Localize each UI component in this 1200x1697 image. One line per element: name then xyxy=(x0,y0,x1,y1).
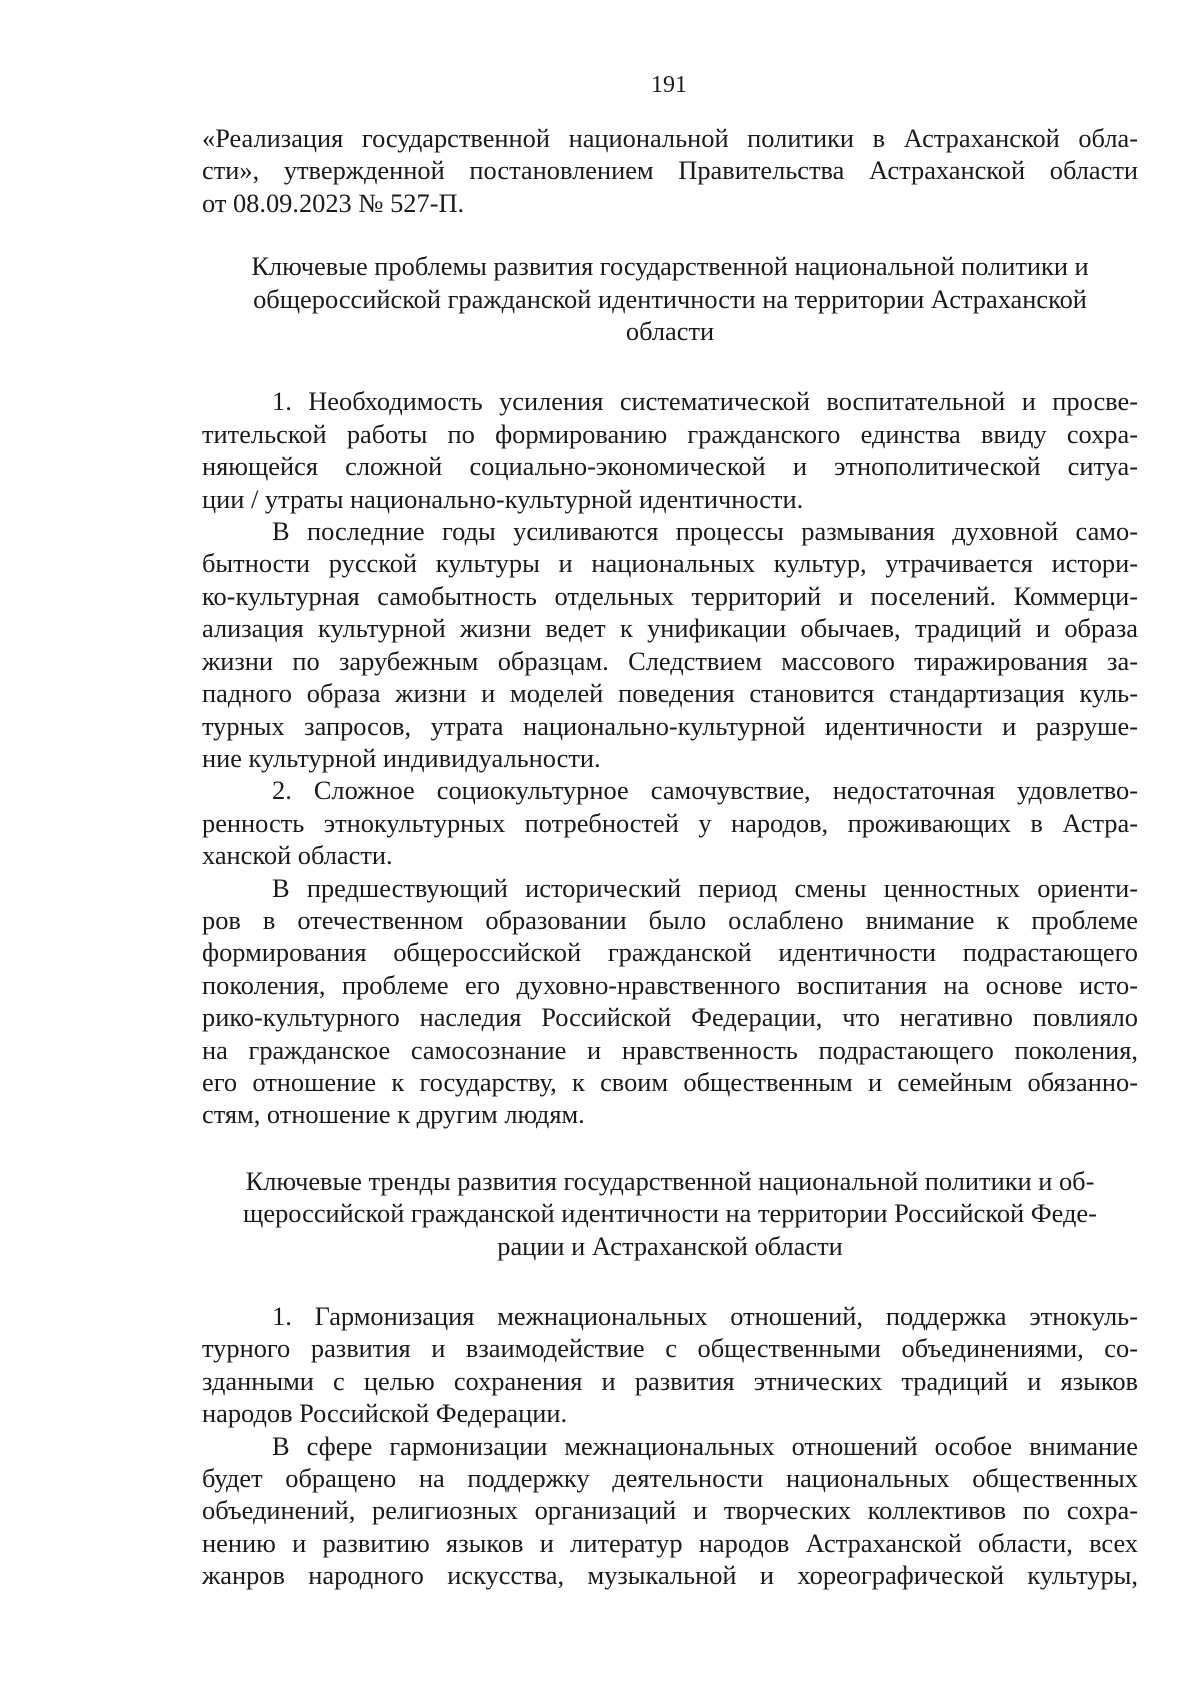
heading-line: рации и Астраханской области xyxy=(497,1230,843,1261)
text-line: на гражданское самосознание и нравственность подрастающего поколения, xyxy=(202,1034,1138,1065)
heading-line: щероссийской гражданской идентичности на территории Российской Феде- xyxy=(243,1198,1097,1229)
text-line: 1. Гармонизация межнациональных отношений, поддержка этнокуль- xyxy=(272,1301,1138,1331)
text-line: тительской работы по формированию гражданского единства ввиду сохра- xyxy=(202,418,1138,449)
heading-line: Ключевые проблемы развития государственной национальной политики и xyxy=(251,251,1089,282)
heading-line: общероссийской гражданской идентичности на территории Астраханской xyxy=(253,283,1087,314)
text-line: его отношение к государству, к своим общественным и семейным обязанно- xyxy=(202,1066,1138,1097)
problem-1-explanation-paragraph xyxy=(202,515,1138,774)
heading-line: области xyxy=(625,316,715,347)
page-content xyxy=(202,122,1138,1592)
heading-line: Ключевые тренды развития государственной национальной политики и об- xyxy=(245,1165,1095,1196)
text-line: стям, отношение к другим людям. xyxy=(202,1099,585,1130)
trend-1-paragraph xyxy=(202,1300,1138,1430)
problem-2-explanation-paragraph xyxy=(202,872,1138,1131)
text-line: В сфере гармонизации межнациональных отношений особое внимание xyxy=(272,1430,1138,1461)
text-line: ние культурной индивидуальности. xyxy=(202,742,601,773)
text-line: 1. Необходимость усиления систематической воспитательной и просве- xyxy=(272,386,1138,417)
text-line: бытности русской культуры и национальных культур, утрачивается истори- xyxy=(202,548,1138,579)
page-number: 191 xyxy=(651,72,687,98)
text-line: ренность этнокультурных потребностей у народов, проживающих в Астра- xyxy=(202,807,1138,838)
text-line: В предшествующий исторический период смены ценностных ориенти- xyxy=(272,872,1138,903)
text-line: формирования общероссийской гражданской идентичности подрастающего xyxy=(202,937,1138,968)
text-line: нению и развитию языков и литератур народов Астраханской области, всех xyxy=(202,1527,1138,1558)
text-line: турного развития и взаимодействие с общественными объединениями, со- xyxy=(202,1333,1138,1364)
problem-2-paragraph xyxy=(202,774,1138,871)
section-heading-problems xyxy=(202,250,1138,347)
text-line: рико-культурного наследия Российской Федерации, что негативно повлияло xyxy=(202,1002,1138,1033)
trend-1-explanation-paragraph xyxy=(202,1430,1138,1592)
text-line: сти», утвержденной постановлением Правительства Астраханской области xyxy=(202,155,1138,186)
text-line: падного образа жизни и моделей поведения становится стандартизация куль- xyxy=(202,678,1138,709)
text-line: ров в отечественном образовании было ослаблено внимание к проблеме xyxy=(202,904,1138,935)
section-heading-trends xyxy=(202,1165,1138,1262)
text-line: 2. Сложное социокультурное самочувствие, недостаточная удовлетво- xyxy=(272,775,1138,806)
text-line: поколения, проблеме его духовно-нравственного воспитания на основе исто- xyxy=(202,969,1138,1000)
text-line: объединений, религиозных организаций и творческих коллективов по сохра- xyxy=(202,1495,1138,1526)
problem-1-paragraph xyxy=(202,385,1138,515)
text-line: няющейся сложной социально-экономической и этнополитической ситуа- xyxy=(202,451,1138,482)
text-line: жизни по зарубежным образцам. Следствием массового тиражирования за- xyxy=(202,645,1138,676)
intro-paragraph xyxy=(202,122,1138,219)
text-line: «Реализация государственной национальной политики в Астраханской обла- xyxy=(202,123,1138,153)
text-line: от 08.09.2023 № 527-П. xyxy=(202,187,465,218)
text-line: народов Российской Федерации. xyxy=(202,1398,568,1429)
text-line: будет обращено на поддержку деятельности национальных общественных xyxy=(202,1463,1138,1494)
text-line: турных запросов, утрата национально-культурной идентичности и разруше- xyxy=(202,710,1138,741)
text-line: жанров народного искусства, музыкальной и хореографической культуры, xyxy=(202,1560,1138,1591)
text-line: ко-культурная самобытность отдельных территорий и поселений. Коммерци- xyxy=(202,580,1138,611)
text-line: ализация культурной жизни ведет к унификации обычаев, традиций и образа xyxy=(202,613,1138,644)
text-line: ханской области. xyxy=(202,840,393,871)
text-line: В последние годы усиливаются процессы размывания духовной само- xyxy=(272,516,1138,547)
text-line: ции / утраты национально-культурной идентичности. xyxy=(202,483,804,514)
text-line: зданными с целью сохранения и развития этнических традиций и языков xyxy=(202,1365,1138,1396)
